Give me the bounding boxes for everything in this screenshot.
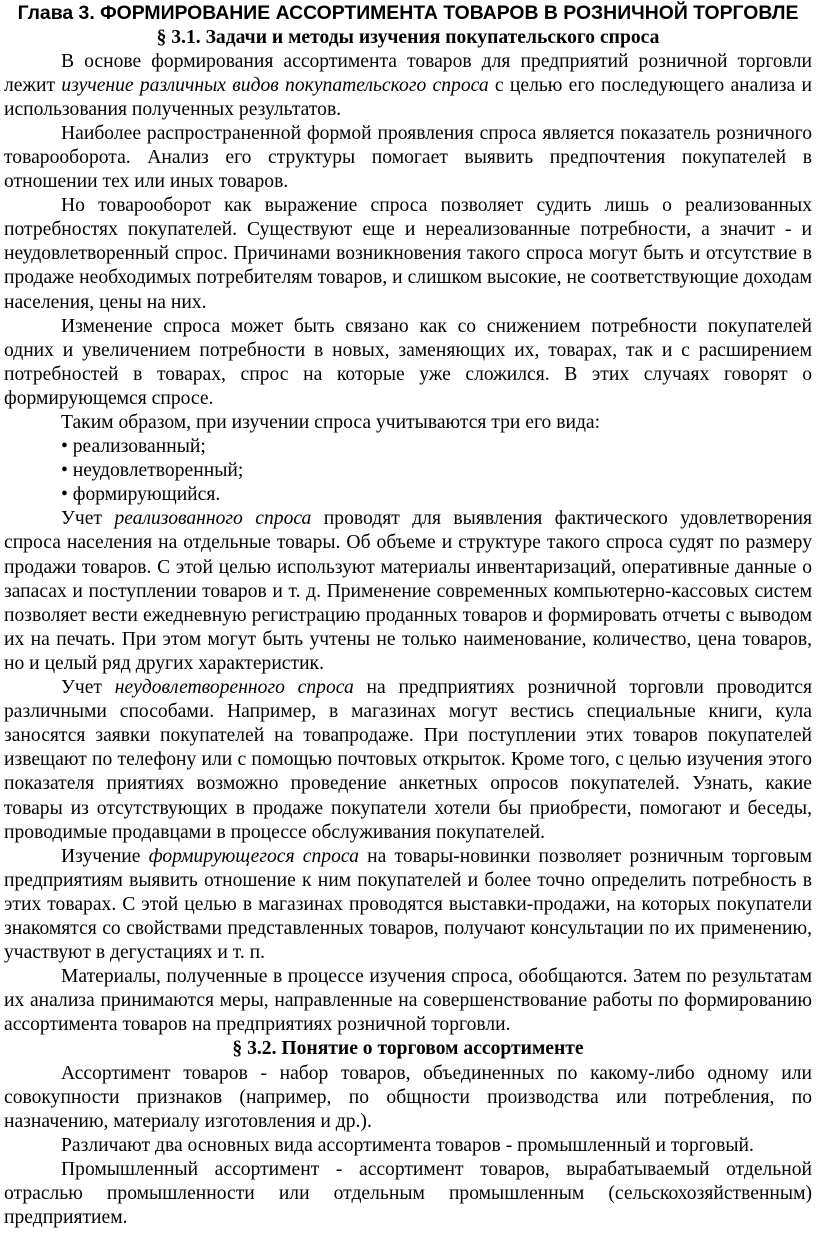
- list-item: • формирующийся.: [61, 484, 221, 506]
- section-3-1-paragraph-3: Но товарооборот как выражение спроса позволяет судить лишь о реализованных потребностях покупателей. Существуют еще и нереализованные потребности, а значит - и неудовлетворенный спрос. Причинами возникновения такого спроса могут быть и отсутствие в продаже необходимых потребителям товаров, и слишком высокие, не соответствующие доходам населения, цены на них.: [4, 195, 812, 313]
- emphasis-text: реализованного спроса: [114, 508, 312, 530]
- section-3-1-paragraph-4: Изменение спроса может быть связано как со снижением потребности покупателей одних и увеличением потребности в новых, заменяющих их, товарах, так и с расширением потребностей в товарах, спрос на которые уже сложился. В этих случаях говорят о формирующемся спросе.: [4, 315, 812, 409]
- list-item: • неудовлетворенный;: [61, 460, 244, 482]
- paragraph-text: Учет: [61, 508, 115, 530]
- section-3-1-paragraph-2: Наиболее распространенной формой проявления спроса является показатель розничного товарооборота. Анализ его структуры помогает выявить предпочтения покупателей в отношении тех или иных товаров.: [4, 122, 812, 193]
- section-3-1-paragraph-9: Материалы, полученные в процессе изучения спроса, обобщаются. Затем по результатам их анализа принимаются меры, направленные на совершенствование работы по формированию ассортимента товаров на предприятиях розничной торговли.: [4, 966, 812, 1036]
- section-3-1-paragraph-5: Таким образом, при изучении спроса учитываются три его вида:: [61, 412, 601, 433]
- section-3-1-paragraph-7: [4, 676, 812, 845]
- paragraph-text: на предприятиях розничной торговли проводится различными способами. Например, в магазинах могут вестись специальные книги, кула заносятся заявки покупателей на товапродаже. При поступлении этих товаров покупателей извещают по телефону или с помощью почтовых открыток. Кроме того, с целью изучения этого показателя приятиях возможно проведение анкетных опросов покупателей. Узнать, какие товары из отсутствующих в продаже покупатели хотели бы приобрести, помогают и беседы, проводимые продавцами в процессе обслуживания покупателей.: [4, 677, 813, 843]
- section-3-2-paragraph-3: Промышленный ассортимент - ассортимент товаров, вырабатываемый отдельной отраслью промышленности или отдельным промышленным (сельскохозяйственным) предприятием.: [4, 1158, 812, 1229]
- emphasis-text: формирующегося спроса: [148, 845, 359, 867]
- paragraph-text: Изучение: [61, 845, 149, 867]
- section-3-1-title: § 3.1. Задачи и методы изучения покупательского спроса: [156, 26, 660, 48]
- paragraph-text: с целью его последующего анализа и использования полученных результатов.: [4, 74, 812, 120]
- section-3-1-paragraph-6: [4, 507, 812, 676]
- paragraph-text: Учет: [61, 677, 115, 699]
- paragraph-text: на товары-новинки позволяет розничным торговым предприятиям выявить отношение к ним покупателей и более точно определить потребность в этих товарах. С этой целью в магазинах проводятся выставки-продажи, на которых покупатели знакомятся со свойствами представленных товаров, получают консультации по их применению, участвуют в дегустациях и т. п.: [4, 845, 812, 964]
- section-3-2-paragraph-1: Ассортимент товаров - набор товаров, объединенных по какому-либо одному или совокупности признаков (например, по общности производства или потребления, по назначению, материалу изготовления и др.).: [4, 1062, 812, 1132]
- list-item: • реализованный;: [61, 436, 206, 458]
- section-3-2-paragraph-2: Различают два основных вида ассортимента товаров - промышленный и торговый.: [61, 1134, 754, 1156]
- section-3-1-paragraph-1: [4, 50, 812, 122]
- emphasis-text: изучение различных видов покупательского спроса: [61, 74, 489, 96]
- section-3-1-paragraph-8: [4, 845, 812, 965]
- paragraph-text: проводят для выявления фактического удовлетворения спроса населения на отдельные товары. Об объеме и структуре такого спроса судят по размеру продажи товаров. С этой целью используют материалы инвентаризаций, оперативные данные о запасах и поступлении товаров и т. д. Применение современных компьютерно-кассовых систем позволяет вести ежедневную регистрацию проданных товаров и формировать отчеты с выводом их на печать. При этом могут быть учтены не только наименование, количество, цена товаров, но и целый ряд других характеристик.: [4, 508, 813, 674]
- paragraph-text: В основе формирования ассортимента товаров для предприятий розничной торговли лежит: [4, 50, 812, 96]
- section-3-2-title: § 3.2. Понятие о торговом ассортименте: [232, 1038, 584, 1060]
- chapter-title: Глава 3. ФОРМИРОВАНИЕ АССОРТИМЕНТА ТОВАРОВ В РОЗНИЧНОЙ ТОРГОВЛЕ: [17, 2, 799, 24]
- emphasis-text: неудовлетворенного спроса: [114, 677, 354, 699]
